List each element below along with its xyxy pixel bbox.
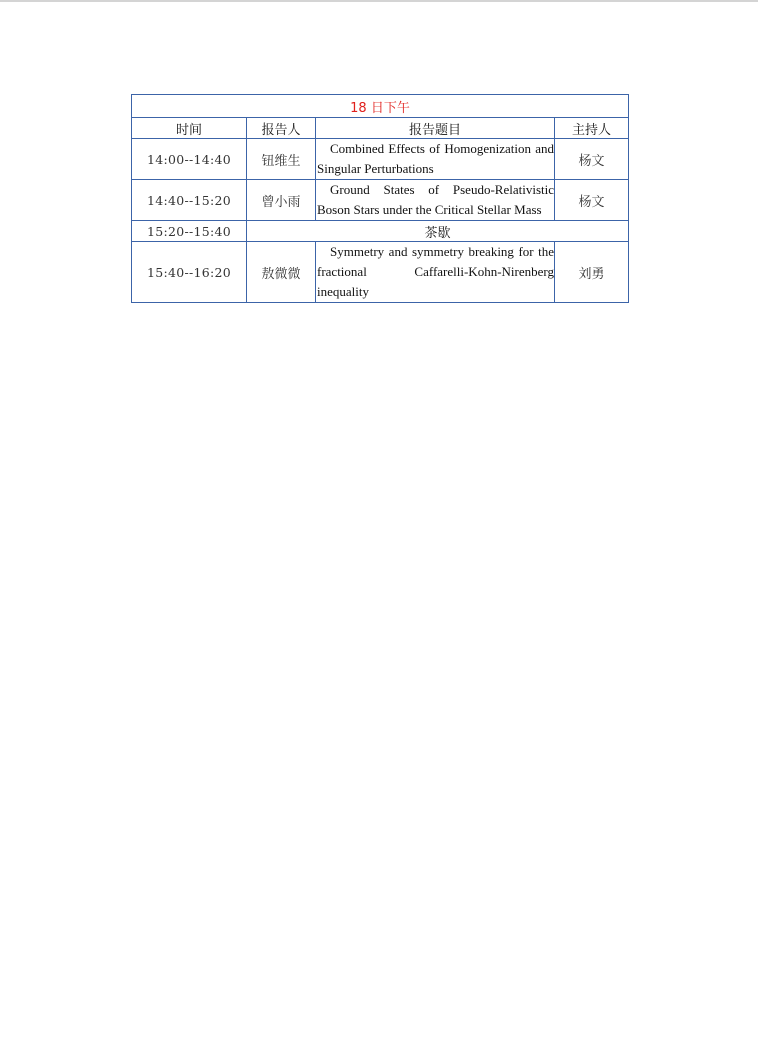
header-host: 主持人 (555, 118, 629, 139)
talk-title-cell (316, 139, 555, 180)
header-time: 时间 (132, 118, 247, 139)
talk-title-cell (316, 242, 555, 303)
talk-title-cell (316, 180, 555, 221)
time-cell: 14:40--15:20 (132, 180, 247, 221)
break-row (132, 221, 629, 242)
tea-break-label: 茶歇 (247, 221, 629, 242)
time-cell: 15:20--15:40 (132, 221, 247, 242)
talk-title: Ground States of Pseudo-Relativistic Boson Stars under the Critical Stellar Mass (317, 182, 554, 217)
session-caption: 18 日下午 (132, 95, 629, 118)
page-top-rule (0, 0, 758, 2)
table-row (132, 242, 629, 303)
schedule-table (131, 94, 629, 303)
host-cell: 刘勇 (555, 242, 629, 303)
time-cell: 14:00--14:40 (132, 139, 247, 180)
speaker-cell: 曾小雨 (247, 180, 316, 221)
speaker-cell: 钮维生 (247, 139, 316, 180)
host-cell: 杨文 (555, 180, 629, 221)
host-cell: 杨文 (555, 139, 629, 180)
talk-title: Symmetry and symmetry breaking for the fractional Caffarelli-Kohn-Nirenberg inequality (317, 244, 554, 299)
talk-title: Combined Effects of Homogenization and Singular Perturbations (317, 141, 554, 176)
header-title: 报告题目 (316, 118, 555, 139)
speaker-cell: 敖微微 (247, 242, 316, 303)
table-row (132, 180, 629, 221)
table-row (132, 139, 629, 180)
header-row (132, 118, 629, 139)
time-cell: 15:40--16:20 (132, 242, 247, 303)
caption-row (132, 95, 629, 118)
header-speaker: 报告人 (247, 118, 316, 139)
